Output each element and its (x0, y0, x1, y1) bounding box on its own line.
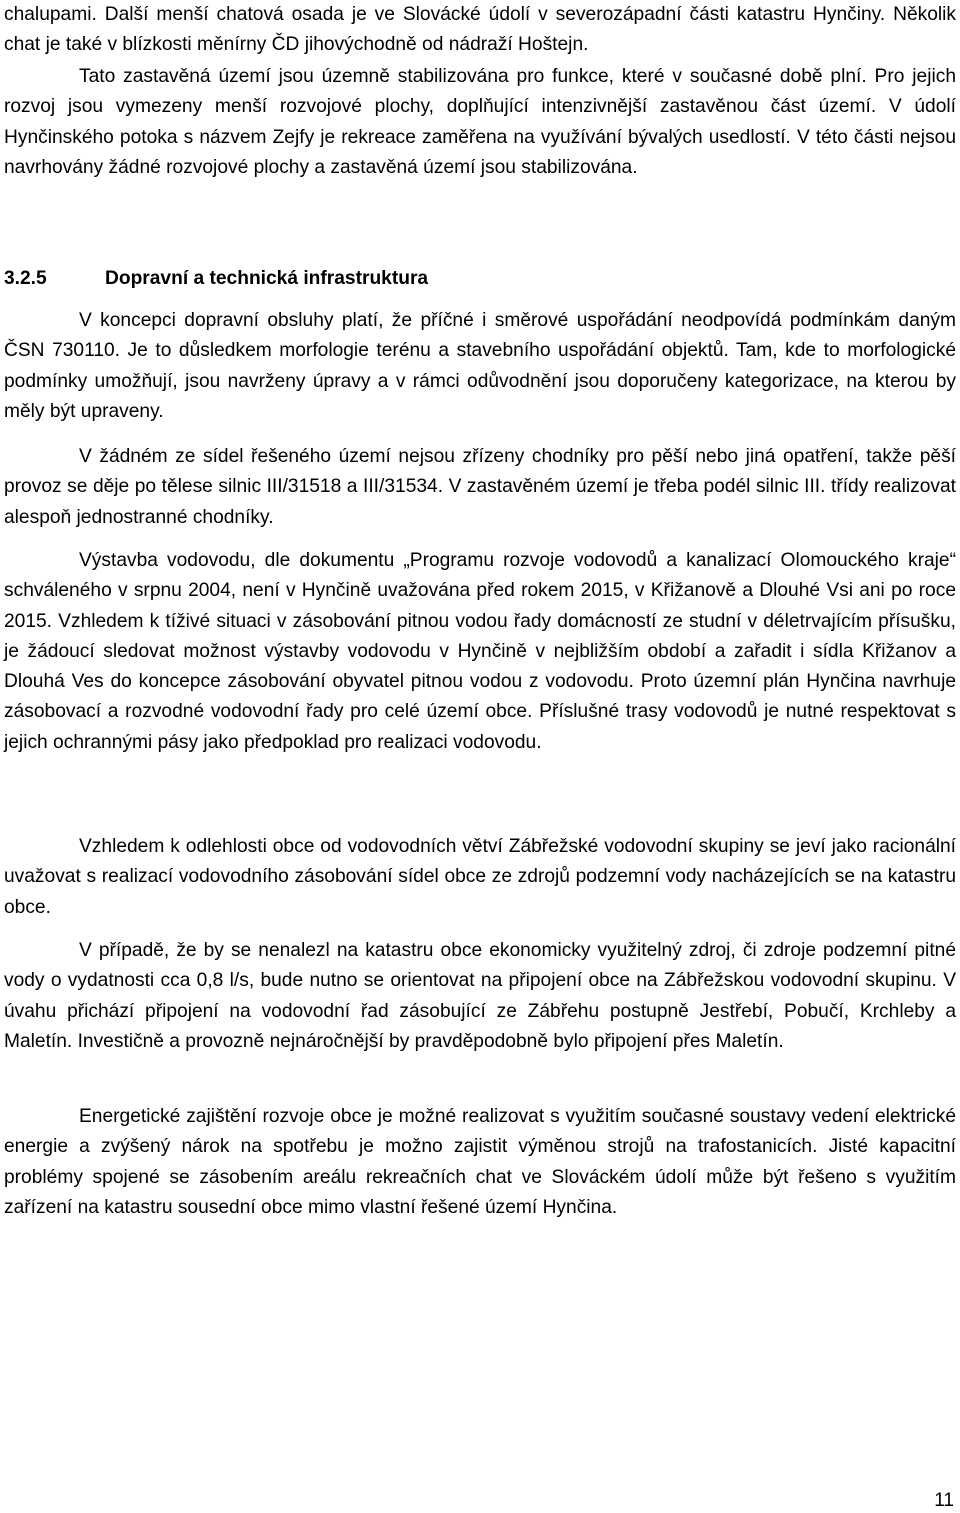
paragraph-continuation: chalupami. Další menší chatová osada je ve Slovácké údolí v severozápadní části katastru Hynčiny. Několik chat je také v blízkosti měnírny ČD jihovýchodně od nádraží Hoštejn. (4, 4, 956, 56)
paragraph-water-supply: Výstavba vodovodu, dle dokumentu „Programu rozvoje vodovodů a kanalizací Olomouckého kraje“ schváleného v srpnu 2004, není v Hynčině uvažována před rokem 2015, v Křižanově a Dlouhé Vsi ani po roce 2015. Vzhledem k tíživé situaci v zásobování pitnou vodou řady domácností ze studní v déletrvajícím přísušku, je žádoucí sledovat možnost výstavby vodovodu v Hynčině v nejbližším období a zařadit i sídla Křižanov a Dlouhá Ves do koncepce zásobování obyvatel pitnou vodou z vodovodu. Proto územní plán Hynčina navrhuje zásobovací a rozvodné vodovodní řady pro celé území obce. Příslušné trasy vodovodů je nutné respektovat s jejich ochrannými pásy jako předpoklad pro realizaci vodovodu. (4, 550, 956, 753)
paragraph-water-alternative: V případě, že by se nenalezl na katastru obce ekonomicky využitelný zdroj, či zdroje podzemní pitné vody o vydatnosti cca 0,8 l/s, bude nutno se orientovat na připojení obce na Zábřežskou vodovodní skupinu. V úvahu přichází připojení na vodovodní řad zásobující ze Zábřehu postupně Jestřebí, Pobučí, Krchleby a Maletín. Investičně a provozně nejnáročnější by pravděpodobně bylo připojení přes Maletín. (4, 940, 956, 1052)
paragraph-energy: Energetické zajištění rozvoje obce je možné realizovat s využitím současné soustavy vedení elektrické energie a zvýšený nárok na spotřebu je možno zajistit výměnou strojů na trafostanicích. Jisté kapacitní problémy spojené se zásobením areálu rekreačních chat ve Slováckém údolí může být řešeno s využitím zařízení na katastru sousední obce mimo vlastní řešené území Hynčina. (4, 1106, 956, 1218)
page-number: 11 (934, 1490, 954, 1511)
paragraph-water-source: Vzhledem k odlehlosti obce od vodovodních větví Zábřežské vodovodní skupiny se jeví jako racionální uvažovat s realizací vodovodního zásobování sídel obce ze zdrojů podzemní vody nacházejících se na katastru obce. (4, 836, 956, 918)
section-heading (4, 264, 428, 294)
section-number: 3.2.5 (4, 268, 47, 289)
paragraph-sidewalks: V žádném ze sídel řešeného území nejsou zřízeny chodníky pro pěší nebo jiná opatření, takže pěší provoz se děje po tělese silnic III/31518 a III/31534. V zastavěném území je třeba podél silnic III. třídy realizovat alespoň jednostranné chodníky. (4, 446, 956, 528)
paragraph-transport: V koncepci dopravní obsluhy platí, že příčné i směrové uspořádání neodpovídá podmínkám daným ČSN 730110. Je to důsledkem morfologie terénu a stavebního uspořádání objektů. Tam, kde to morfologické podmínky umožňují, jsou navrženy úpravy a v rámci odůvodnění jsou doporučeny kategorizace, na kterou by měly být upraveny. (4, 310, 956, 422)
paragraph-stabilization: Tato zastavěná území jsou územně stabilizována pro funkce, které v současné době plní. Pro jejich rozvoj jsou vymezeny menší rozvojové plochy, doplňující intenzivnější zastavěnou část území. V údolí Hynčinského potoka s názvem Zejfy je rekreace zaměřena na využívání bývalých usedlostí. V této části nejsou navrhovány žádné rozvojové plochy a zastavěná území jsou stabilizována. (4, 66, 956, 178)
section-title: Dopravní a technická infrastruktura (105, 268, 429, 289)
